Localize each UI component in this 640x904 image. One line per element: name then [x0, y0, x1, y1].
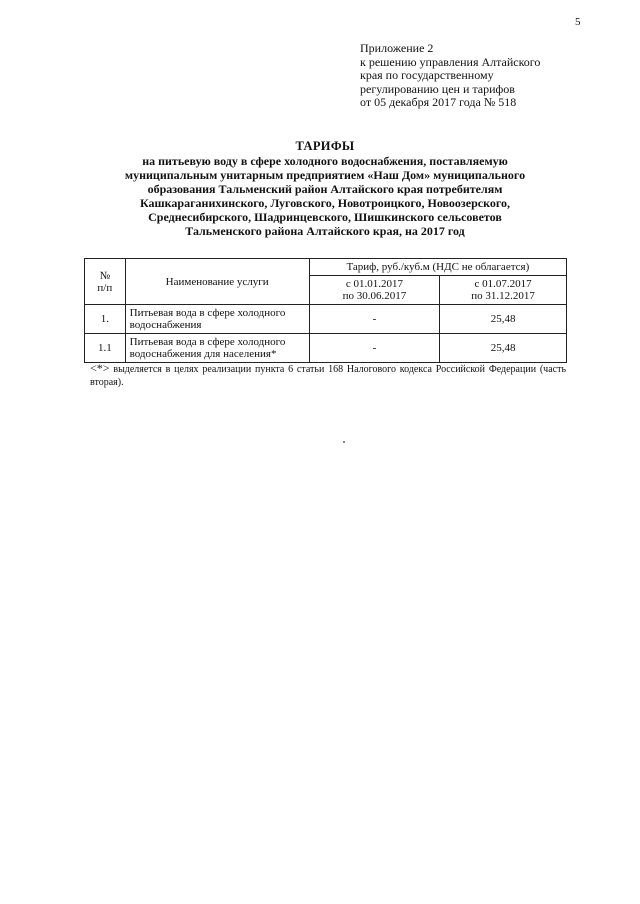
document-title [90, 139, 560, 238]
row-tariff-period-2: 25,48 [440, 334, 567, 363]
row-num: 1. [85, 305, 126, 334]
tariff-table [84, 258, 567, 363]
appendix-line: регулированию цен и тарифов [360, 81, 515, 96]
row-tariff-period-2: 25,48 [440, 305, 567, 334]
appendix-line: края по государственному [360, 68, 494, 82]
header-tariff: Тариф, руб./куб.м (НДС не облагается) [309, 259, 566, 276]
header-num-line: № [99, 269, 111, 282]
footnote [90, 362, 566, 389]
header-period-line: по 30.06.2017 [342, 290, 407, 302]
row-service-name [125, 305, 309, 334]
table-row [85, 305, 567, 334]
row-name-line: Питьевая вода в сфере холодного [129, 336, 286, 348]
row-tariff-period-1: - [309, 334, 439, 363]
row-num: 1.1 [85, 334, 126, 363]
appendix-line: к решению управления Алтайского [360, 54, 541, 69]
appendix-header [360, 42, 600, 110]
title-line: муниципальным унитарным предприятием «Наш Дом» муниципального [124, 168, 526, 182]
header-num [85, 259, 126, 305]
title-line: Среднесибирского, Шадринцевского, Шишкинского сельсоветов [148, 210, 502, 224]
scan-speck [343, 441, 345, 443]
header-period-line: по 31.12.2017 [471, 290, 535, 302]
header-period-line: с 01.01.2017 [345, 278, 404, 290]
page-number: 5 [575, 16, 581, 28]
row-tariff-period-1: - [309, 305, 439, 334]
table-header-row [85, 259, 567, 276]
title-line: на питьевую воду в сфере холодного водоснабжения, поставляемую [142, 154, 508, 168]
row-service-name [125, 334, 309, 363]
header-num-line: п/п [97, 281, 113, 294]
appendix-line: от 05 декабря 2017 года № 518 [360, 95, 517, 109]
row-name-line: Питьевая вода в сфере холодного [129, 307, 286, 319]
title-line: Тальменского района Алтайского края, на 2017 год [185, 224, 465, 238]
table-row [85, 334, 567, 363]
footnote-text: выделяется в целях реализации пункта 6 статьи 168 Налогового кодекса Российской Федерации (часть вторая). [90, 364, 566, 388]
row-name-line: водоснабжения для населения* [129, 348, 277, 360]
header-period-1 [309, 276, 439, 305]
title-line: образования Тальменский район Алтайского края потребителям [147, 182, 503, 196]
row-name-line: водоснабжения [129, 319, 202, 331]
header-period-line: с 01.07.2017 [474, 278, 532, 290]
appendix-line: Приложение 2 [360, 41, 434, 55]
title-line: Кашкараганихинского, Луговского, Новотроицкого, Новоозерского, [140, 196, 510, 210]
footnote-mark: <*> [90, 361, 110, 375]
title-main: ТАРИФЫ [295, 139, 355, 153]
header-period-2 [440, 276, 567, 305]
header-service: Наименование услуги [125, 259, 309, 305]
